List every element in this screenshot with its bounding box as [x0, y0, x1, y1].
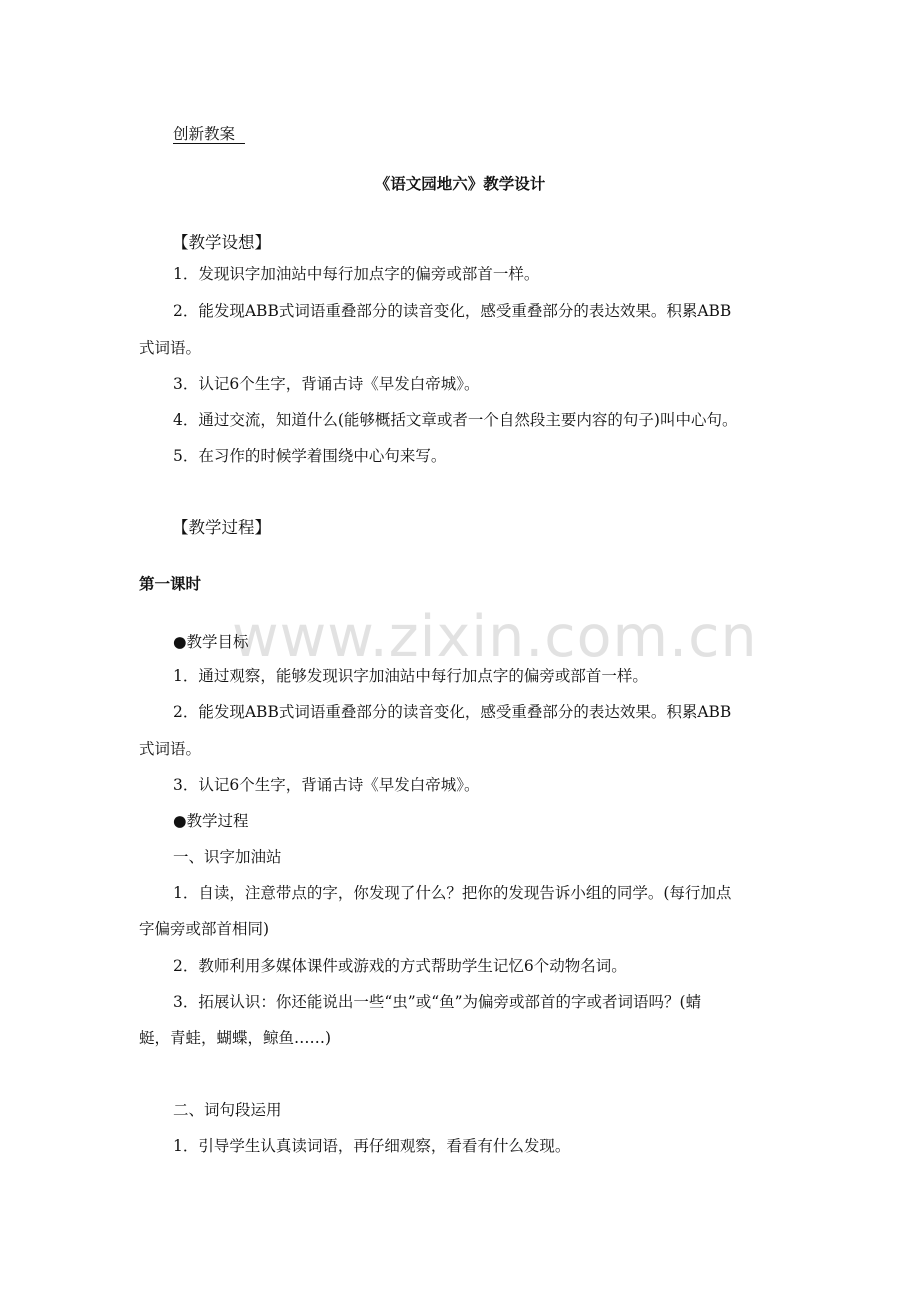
- goals-heading: ●教学目标: [173, 633, 249, 651]
- design-item: 式词语。: [139, 339, 202, 357]
- design-item: 3．认记6个生字，背诵古诗《早发白帝城》。: [173, 375, 480, 393]
- process-heading: 【教学过程】: [172, 518, 271, 537]
- part1-item: 蜓，青蛙，蝴蝶，鲸鱼……): [139, 1029, 332, 1047]
- part2-heading: 二、词句段运用: [173, 1101, 282, 1119]
- part1-heading: 一、识字加油站: [173, 848, 282, 866]
- process-subheading: ●教学过程: [173, 812, 249, 830]
- part1-item: 2．教师利用多媒体课件或游戏的方式帮助学生记忆6个动物名词。: [173, 957, 627, 975]
- goal-item: 3．认记6个生字，背诵古诗《早发白帝城》。: [173, 776, 480, 794]
- goal-item: 式词语。: [139, 740, 202, 758]
- design-item: 5．在习作的时候学着围绕中心句来写。: [173, 447, 447, 465]
- goal-item: 1．通过观察，能够发现识字加油站中每行加点字的偏旁或部首一样。: [173, 667, 648, 685]
- design-heading: 【教学设想】: [172, 233, 271, 252]
- goal-item: 2．能发现ABB式词语重叠部分的读音变化，感受重叠部分的表达效果。积累ABB: [173, 703, 732, 721]
- document-title: 《语文园地六》教学设计: [374, 174, 546, 193]
- watermark: www.zixin.com.cn: [232, 604, 758, 670]
- lesson-title: 第一课时: [139, 574, 202, 593]
- part2-item: 1．引导学生认真读词语，再仔细观察，看看有什么发现。: [173, 1137, 571, 1155]
- part1-item: 字偏旁或部首相同): [139, 920, 270, 938]
- header-label: 创新教案: [173, 125, 236, 143]
- part1-item: 3．拓展认识：你还能说出一些“虫”或“鱼”为偏旁或部首的字或者词语吗？(蜻: [173, 993, 702, 1011]
- part1-item: 1．自读，注意带点的字，你发现了什么？把你的发现告诉小组的同学。(每行加点: [173, 884, 732, 902]
- design-item: 1．发现识字加油站中每行加点字的偏旁或部首一样。: [173, 265, 540, 283]
- design-item: 4．通过交流，知道什么(能够概括文章或者一个自然段主要内容的句子)叫中心句。: [173, 411, 738, 429]
- design-item: 2．能发现ABB式词语重叠部分的读音变化，感受重叠部分的表达效果。积累ABB: [173, 302, 732, 320]
